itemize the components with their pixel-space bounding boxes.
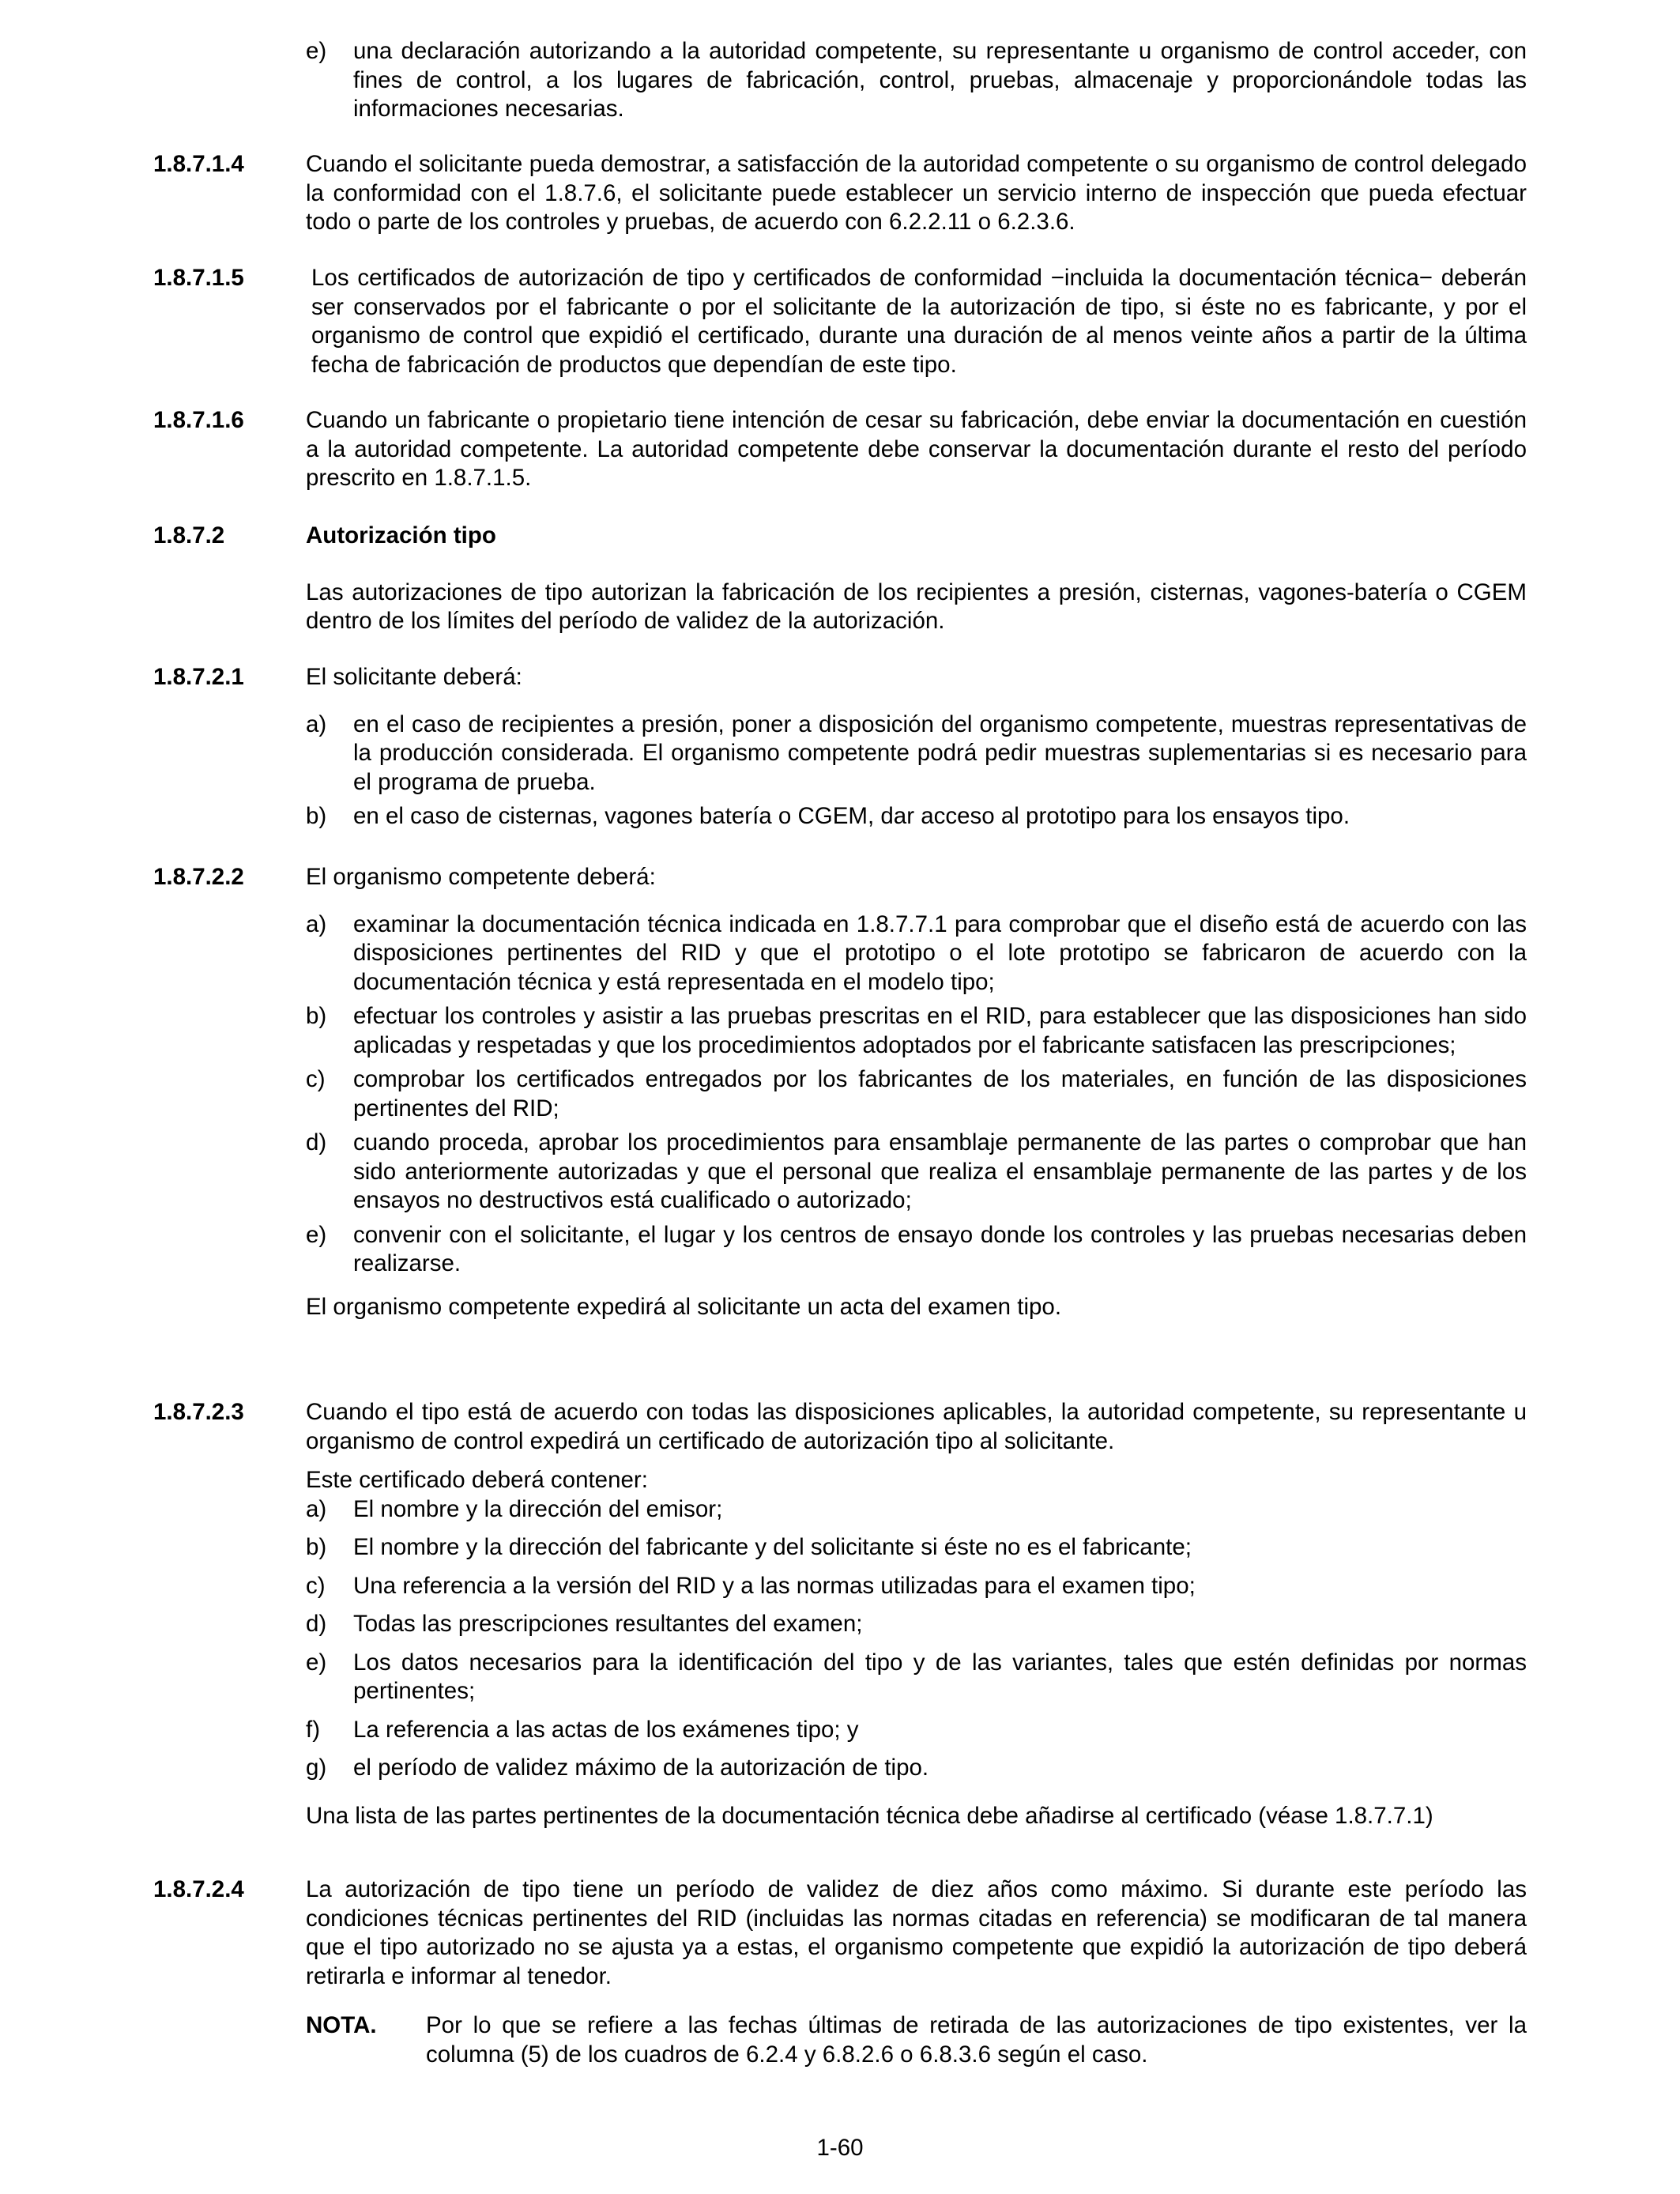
note-label: NOTA. xyxy=(306,2012,377,2038)
item-text: en el caso de cisternas, vagones batería o CGEM, dar acceso al prototipo para los ensayos tipo. xyxy=(353,803,1350,829)
list-item xyxy=(306,1129,1527,1216)
section-number: 1.8.7.2.2 xyxy=(153,864,244,890)
item-label: a) xyxy=(306,711,327,737)
list-item xyxy=(306,1649,1527,1706)
section-closing: Una lista de las partes pertinentes de la documentación técnica debe añadirse al certificado (véase 1.8.7.7.1) xyxy=(306,1802,1433,1829)
list-item xyxy=(306,1495,1527,1525)
item-label: a) xyxy=(306,910,327,937)
item-text: La referencia a las actas de los exámenes tipo; y xyxy=(353,1716,859,1743)
section-1-8-7-2-4 xyxy=(153,1875,1527,2069)
section-text: Las autorizaciones de tipo autorizan la fabricación de los recipientes a presión, cisternas, vagones-batería o CGEM dentro de los límites del período de validez de la autorización. xyxy=(306,579,1527,634)
item-text: convenir con el solicitante, el lugar y los centros de ensayo donde los controles y las pruebas necesarias deben realizarse. xyxy=(353,1221,1527,1276)
intro-item xyxy=(153,37,1527,124)
section-1-8-7-1-5 xyxy=(153,264,1527,379)
item-text: Una referencia a la versión del RID y a las normas utilizadas para el examen tipo; xyxy=(353,1572,1196,1599)
section-intro: El solicitante deberá: xyxy=(306,664,522,690)
section-text: Cuando un fabricante o propietario tiene intención de cesar su fabricación, debe enviar la documentación en cuestión a la autoridad competente. La autoridad competente debe conservar la documentación durante el resto del período prescrito en 1.8.7.1.5. xyxy=(306,407,1527,491)
item-label: f) xyxy=(306,1716,321,1743)
item-text: el período de validez máximo de la autorización de tipo. xyxy=(353,1755,929,1781)
page-number: 1-60 xyxy=(816,2135,864,2161)
section-text: Cuando el tipo está de acuerdo con todas las disposiciones aplicables, la autoridad competente, su representante u organismo de control expedirá un certificado de autorización tipo al solicitante. xyxy=(306,1399,1527,1454)
section-closing: El organismo competente expedirá al solicitante un acta del examen tipo. xyxy=(306,1293,1062,1320)
list-item xyxy=(306,1716,1527,1745)
item-label: e) xyxy=(306,38,327,64)
section-intro: El organismo competente deberá: xyxy=(306,864,656,890)
item-text: El nombre y la dirección del emisor; xyxy=(353,1495,723,1522)
note xyxy=(306,2011,1527,2069)
list-item xyxy=(306,1572,1527,1601)
item-label: b) xyxy=(306,1003,327,1029)
item-text: cuando proceda, aprobar los procedimientos para ensamblaje permanente de las partes o comprobar que han sido anteriormente autorizadas y que el personal que realiza el ensamblaje permanente de las partes y de los ensayos no destructivos está cualificado o autorizado; xyxy=(353,1129,1527,1213)
item-label: g) xyxy=(306,1755,327,1781)
section-number: 1.8.7.1.5 xyxy=(153,265,244,291)
item-label: a) xyxy=(306,1495,327,1522)
list-item xyxy=(306,1002,1527,1060)
item-list xyxy=(306,711,1527,831)
section-1-8-7-2 xyxy=(153,522,1527,636)
item-label: d) xyxy=(306,1129,327,1155)
section-1-8-7-2-2 xyxy=(153,863,1527,1321)
list-item xyxy=(306,711,1527,797)
item-text: Los datos necesarios para la identificación del tipo y de las variantes, tales que estén definidas por normas pertinentes; xyxy=(353,1649,1527,1704)
section-text: La autorización de tipo tiene un período de validez de diez años como máximo. Si durante este período las condiciones técnicas pertinentes del RID (incluidas las normas citadas en referencia) se modificaran de tal manera que el tipo autorizado no se ajusta ya a estas, el organismo competente que expidió la autorización de tipo deberá retirarla e informar al tenedor. xyxy=(306,1876,1527,1989)
item-text: examinar la documentación técnica indicada en 1.8.7.7.1 para comprobar que el diseño está de acuerdo con las disposiciones pertinentes del RID y que el prototipo o el lote prototipo se fabricaron de acuerdo con la documentación técnica y está representada en el modelo tipo; xyxy=(353,910,1527,995)
item-label: d) xyxy=(306,1611,327,1637)
section-text: Cuando el solicitante pueda demostrar, a satisfacción de la autoridad competente o su organismo de control delegado la conformidad con el 1.8.7.6, el solicitante puede establecer un servicio interno de inspección que pueda efectuar todo o parte de los controles y pruebas, de acuerdo con 6.2.2.11 o 6.2.3.6. xyxy=(306,151,1527,235)
item-label: e) xyxy=(306,1649,327,1676)
item-label: b) xyxy=(306,803,327,829)
item-label: c) xyxy=(306,1066,326,1092)
item-label: c) xyxy=(306,1572,326,1599)
list-item xyxy=(306,1221,1527,1279)
section-number: 1.8.7.1.6 xyxy=(153,407,244,433)
list-item xyxy=(306,1610,1527,1639)
item-text: El nombre y la dirección del fabricante y del solicitante si éste no es el fabricante; xyxy=(353,1534,1192,1560)
item-text: efectuar los controles y asistir a las pruebas prescritas en el RID, para establecer que las disposiciones han sido aplicadas y respetadas y que los procedimientos adoptados por el fabricante satisfacen las prescripciones; xyxy=(353,1003,1527,1058)
item-text: en el caso de recipientes a presión, poner a disposición del organismo competente, muestras representativas de la producción considerada. El organismo competente podrá pedir muestras suplementarias si es necesario para el programa de prueba. xyxy=(353,711,1527,795)
item-label: e) xyxy=(306,1221,327,1248)
list-item xyxy=(306,1754,1527,1783)
list-item xyxy=(306,1533,1527,1563)
list-item xyxy=(306,1065,1527,1123)
item-text: comprobar los certificados entregados por los fabricantes de los materiales, en función de las disposiciones pertinentes del RID; xyxy=(353,1066,1527,1122)
item-text: Todas las prescripciones resultantes del examen; xyxy=(353,1611,863,1637)
section-number: 1.8.7.1.4 xyxy=(153,151,244,177)
note-text: Por lo que se refiere a las fechas últimas de retirada de las autorizaciones de tipo existentes, ver la columna (5) de los cuadros de 6.2.4 y 6.8.2.6 o 6.8.3.6 según el caso. xyxy=(426,2012,1527,2068)
list-item xyxy=(306,910,1527,997)
item-text: una declaración autorizando a la autoridad competente, su representante u organismo de control acceder, con fines de control, a los lugares de fabricación, control, pruebas, almacenaje y proporcionándole todas las informaciones necesarias. xyxy=(353,38,1527,122)
section-text: Los certificados de autorización de tipo y certificados de conformidad −incluida la documentación técnica− deberán ser conservados por el fabricante o por el solicitante de la autorización de tipo, si éste no es fabricante, y por el organismo de control que expidió el certificado, durante una duración de al menos veinte años a partir de la última fecha de fabricación de productos que dependían de este tipo. xyxy=(311,265,1527,378)
section-number: 1.8.7.2.4 xyxy=(153,1876,244,1902)
section-heading: Autorización tipo xyxy=(306,522,496,548)
section-1-8-7-1-4 xyxy=(153,150,1527,237)
section-intro: Este certificado deberá contener: xyxy=(306,1467,648,1493)
list-item xyxy=(306,37,1527,124)
section-1-8-7-1-6 xyxy=(153,406,1527,493)
section-number: 1.8.7.2.3 xyxy=(153,1399,244,1425)
section-number: 1.8.7.2.1 xyxy=(153,664,244,690)
item-list xyxy=(306,910,1527,1279)
item-label: b) xyxy=(306,1534,327,1560)
section-number: 1.8.7.2 xyxy=(153,522,225,548)
list-item xyxy=(306,802,1527,831)
item-list xyxy=(306,1495,1527,1783)
section-1-8-7-2-3 xyxy=(153,1398,1527,1830)
section-1-8-7-2-1 xyxy=(153,663,1527,831)
